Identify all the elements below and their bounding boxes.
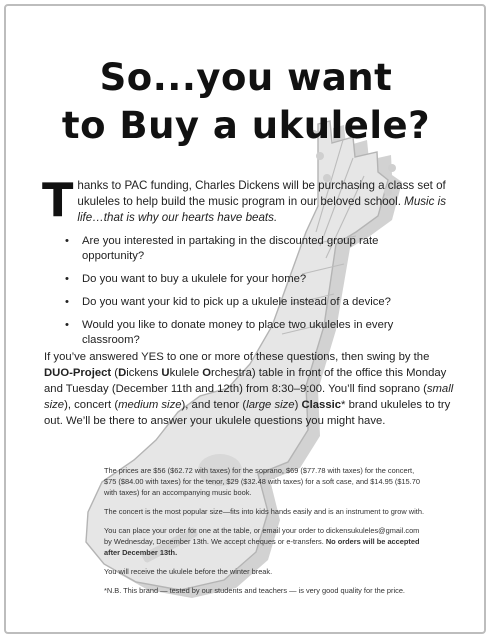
paragraph-text: ( xyxy=(111,367,119,379)
order-instructions: You can place your order for one at the table, or email your order to dickensukuleles@gmail.com by Wednesday, December 13th. We accept cheques or e-transfers. xyxy=(104,526,420,546)
list-item xyxy=(62,295,422,310)
bullet-icon: • xyxy=(65,296,69,308)
intro-paragraph xyxy=(42,173,456,227)
size-medium: medium size xyxy=(118,399,182,411)
bullet-icon: • xyxy=(65,273,69,285)
size-small: small size xyxy=(44,383,454,411)
acronym-letter: D xyxy=(118,367,127,379)
drop-cap: T xyxy=(42,173,74,227)
paragraph-text: ), and tenor ( xyxy=(181,399,247,411)
acronym-letter: U xyxy=(161,367,170,379)
paragraph-text: ) table in front of the office this Monday and Tuesday (December 11th and 12th) from 8:30–9:00. You’ll find soprano ( xyxy=(44,367,447,395)
main-paragraph xyxy=(44,349,456,429)
order-deadline: No orders will be accepted after December 13th. xyxy=(104,537,420,557)
paragraph-text: * brand ukuleles to try out. We’ll be there to answer your ukulele questions you might have. xyxy=(44,399,451,427)
brand-note: *N.B. This brand — tested by our students and teachers — is very good quality for the price. xyxy=(104,586,405,595)
acronym-letter: O xyxy=(202,367,212,379)
bullet-icon: • xyxy=(65,235,69,247)
question-list xyxy=(62,234,422,356)
question-text: Would you like to donate money to place two ukuleles in every classroom? xyxy=(82,319,394,346)
paragraph-text: kulele xyxy=(169,367,203,379)
paragraph-text: ) xyxy=(294,399,302,411)
bullet-icon: • xyxy=(65,319,69,331)
popular-size-text: The concert is the most popular size—fits into kids hands easily and is an instrument to grow with. xyxy=(104,507,424,516)
list-item xyxy=(62,272,422,287)
size-large: large size xyxy=(246,399,295,411)
intro-text: hanks to PAC funding, Charles Dickens will be purchasing a class set of ukuleles to help build the music program in our beloved school. xyxy=(77,179,446,208)
paragraph-text: If you’ve answered YES to one or more of these questions, then swing by the xyxy=(44,351,430,363)
title-line-2: to Buy a ukulele? xyxy=(61,104,431,147)
receive-text: You will receive the ukulele before the winter break. xyxy=(104,567,273,576)
brand-name: Classic xyxy=(301,399,342,411)
paragraph-text: ), concert ( xyxy=(64,399,119,411)
paragraph-text: rchestra xyxy=(211,367,252,379)
duo-project-name: DUO-Project xyxy=(44,367,112,379)
prices-text: The prices are $56 ($62.72 with taxes) for the soprano, $69 ($77.78 with taxes) for the concert, $75 ($84.00 with taxes) for the tenor, $29 ($32.48 with taxes) for a soft case, and $14.95 ($15.70 with taxes) for an accompanying music book. xyxy=(104,466,420,497)
paragraph-text: ickens xyxy=(126,367,162,379)
order-text xyxy=(104,525,424,558)
question-text: Are you interested in partaking in the discounted group rate opportunity? xyxy=(82,235,379,262)
list-item xyxy=(62,318,422,348)
intro-quote: Music is life…that is why our hearts have beats. xyxy=(77,195,447,224)
title-line-1: So...you want xyxy=(99,56,393,99)
question-text: Do you want your kid to pick up a ukulele instead of a device? xyxy=(82,296,391,308)
list-item xyxy=(62,234,422,264)
question-text: Do you want to buy a ukulele for your home? xyxy=(82,273,307,285)
details-section xyxy=(104,465,424,604)
